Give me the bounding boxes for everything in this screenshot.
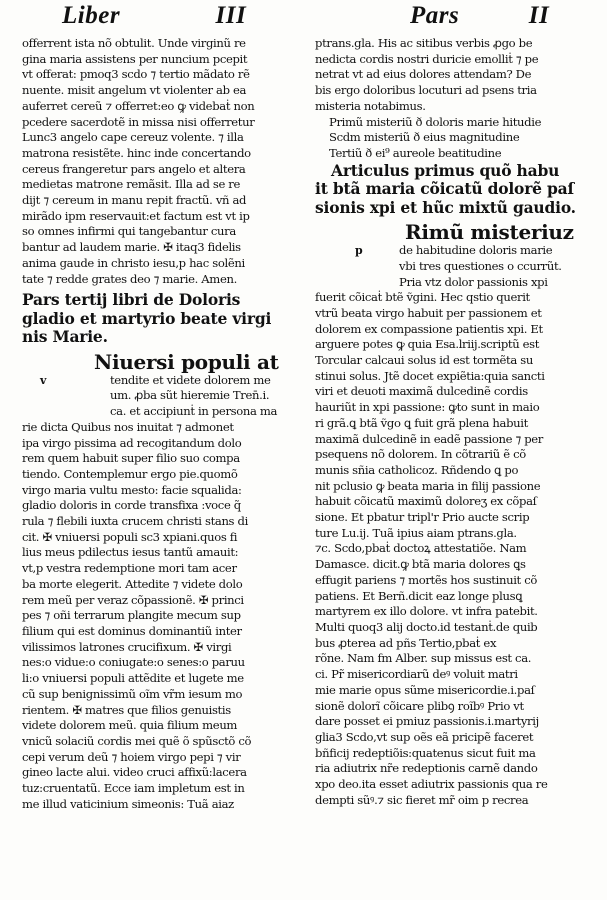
text-line: dare posset ei pmiuz passionis.i.martyrij <box>315 714 539 729</box>
text-line: psequens nõ dolorem. In cõtrariũ ẽ cõ <box>315 447 526 462</box>
heading-line: Articulus primus quõ habu <box>331 161 560 180</box>
large-initial-line: Rimũ misteriuz <box>405 221 574 244</box>
text-line: ptrans.gla. His ac sitibus verbis ꝓgo be <box>315 36 533 50</box>
text-line: vnicũ solaciũ cordis mei quẽ õ spũsctõ cõ <box>22 733 252 748</box>
text-line: ba morte elegerit. Attedite ⁊ videte dolo <box>22 576 243 591</box>
running-head-numeral-left: III <box>215 2 247 29</box>
text-line: viri et deuoti maximã dulcedinẽ cordis <box>315 384 528 399</box>
text-line: rõne. Nam fm Alber. sup missus est ca. <box>315 651 532 666</box>
text-line: martyrem ex illo dolore. vt infra patebit. <box>315 604 538 619</box>
text-line: rientem. ✠ matres que filios genuistis <box>22 702 231 717</box>
running-head-right <box>410 2 549 30</box>
text-line: vilissimos latrones crucifixum. ✠ virgi <box>22 639 232 654</box>
text-line: cit. ✠ vniuersi populi sc3 xpiani.quos fi <box>22 529 238 544</box>
right-column <box>315 36 587 808</box>
text-line: Lunc3 angelo cape cereuz volente. ⁊ illa <box>22 130 244 145</box>
heading-line: sionis xpi et hũc mixtũ gaudio. <box>315 198 576 217</box>
text-line: pes ⁊ oñi terrarum plangite mecum sup <box>22 608 241 623</box>
text-line: rem quem habuit super filio suo compa <box>22 451 240 466</box>
text-line <box>22 373 304 389</box>
large-initial-line: Niuersi populi at <box>94 350 279 373</box>
text-line: bantur ad laudem marie. ✠ itaq3 fidelis <box>22 240 241 255</box>
text-line: um. ꝓba sũt hieremie Tren̄.i. <box>110 388 270 403</box>
text-line: pcedere sacerdotẽ in missa nisi offerretur <box>22 114 255 129</box>
text-line: nedicta cordis nostri duricie emolliṫ ⁊ pe <box>315 51 539 66</box>
text-line: maximã dulcedinẽ in eadẽ passione ⁊ per <box>315 431 543 446</box>
drop-letter: p <box>355 244 363 258</box>
text-line: vbi tres questiones o ccurrũt. <box>399 258 562 273</box>
list-item: Primũ misteriũ ð doloris marie hitudie <box>329 114 542 129</box>
text-line: sionẽ dolorĩ cõicare plibꝯ roĩbꝰ Prio vt <box>315 698 524 713</box>
text-line: arguere potes ꝙ quia Esa.lriij.scriptũ est <box>315 337 540 352</box>
list-item: Scdm misteriũ ð eius magnitudine <box>329 130 520 145</box>
text-line: tuz:cruentatũ. Ecce iam impletum est in <box>22 781 245 796</box>
article-heading <box>315 162 587 218</box>
list-item: Tertiũ ð ei⁹ aureole beatitudine <box>329 145 502 160</box>
text-line: bñficij redeptiõis:quatenus sicut fuit ma <box>315 745 536 760</box>
text-line: munis sñia catholicoz. Rñdendo ꝗ po <box>315 462 519 477</box>
text-line: vt offerat: pmoq3 scdo ⁊ tertio mãdato rẽ <box>22 67 250 82</box>
text-line-content: de habitudine doloris marie <box>399 243 553 258</box>
text-line: cepi verum deũ ⁊ hoiem virgo pepi ⁊ vir <box>22 749 241 764</box>
running-head-numeral-right: II <box>528 2 550 29</box>
running-head-liber: Liber <box>62 2 121 29</box>
text-line: medietas matrone remãsit. Illa ad se re <box>22 177 241 192</box>
running-head-left <box>62 2 246 30</box>
text-line: hauriũt in xpi passione: ꝙto sunt in maio <box>315 400 540 415</box>
text-line: cereus frangeretur pars angelo et altera <box>22 161 246 176</box>
text-line: ⁊c. Scdo,pbaṫ doctoꝝ attestatiõe. Nam <box>315 541 527 556</box>
text-line-content: tendite et videte dolorem me <box>110 372 271 387</box>
text-line: offerrent ista nõ obtulit. Unde virginũ re <box>22 36 246 50</box>
text-line: ture Lu.ij. Tuã ipius aiam ptrans.gla. <box>315 525 517 540</box>
heading-line: Pars tertij libri de Doloris <box>22 291 241 310</box>
text-line: netrat vt ad eius dolores attendam? De <box>315 67 532 82</box>
text-line: stinui solus. Jtẽ docet expiẽtia:quia sancti <box>315 368 545 383</box>
text-line: me illud vaticinium simeonis: Tuã aiaz <box>22 796 234 811</box>
text-line: ri grã.ꝗ btã ṽgo ꝗ fuit grã plena habuit <box>315 415 528 430</box>
text-line: mie marie opus sũme misericordie.i.paſ <box>315 682 535 697</box>
text-line: habuit cõicatũ maximũ doloreʒ ex cõpaſ <box>315 494 537 509</box>
text-line: matrona resistẽte. hinc inde concertando <box>22 145 251 160</box>
right-para-1 <box>315 36 587 115</box>
text-line: effugit pariens ⁊ mortẽs hos sustinuit cõ <box>315 572 537 587</box>
text-line: dempti sũꝰ.⁊ sic fieret mr̃ oim p recrea <box>315 792 529 807</box>
text-line: tate ⁊ redde grates deo ⁊ marie. Amen. <box>22 271 237 286</box>
text-line: cũ sup benignissimũ oĩm vr̃m iesum mo <box>22 686 243 701</box>
running-head-pars: Pars <box>410 2 460 29</box>
text-line: patiens. Et Berñ.dicit eaz longe plusꝗ <box>315 588 523 603</box>
text-line: nuente. misit angelum vt violenter ab ea <box>22 83 247 98</box>
text-line: rula ⁊ flebili iuxta crucem christi stans di <box>22 514 248 529</box>
text-line: virgo maria vultu mesto: facie squalida: <box>22 482 242 497</box>
heading-line: gladio et martyrio beate virgi <box>22 309 272 328</box>
text-line: nit pclusio ꝙ beata maria in filij passione <box>315 478 541 493</box>
mysteries-list <box>315 115 587 162</box>
left-para-1 <box>22 36 304 287</box>
text-line: dolorem ex compassione patientis xpi. Et <box>315 321 543 336</box>
text-line: bus ꝓterea ad pñs Tertio,pbaṫ ex <box>315 635 497 650</box>
text-line: ci. Pr̃ misericordiarũ deꝰ voluit matri <box>315 667 518 682</box>
text-line: rie dicta Quibus nos inuitat ⁊ admonet <box>22 419 234 434</box>
heading-line: nis Marie. <box>22 328 108 347</box>
text-line: vt,p vestra redemptione mori tam acer <box>22 561 237 576</box>
text-line: ria adiutrix nr̃e redeptionis carnẽ dando <box>315 761 538 776</box>
text-line: tiendo. Contemplemur ergo pie.quomõ <box>22 466 238 481</box>
text-line: misteria notabimus. <box>315 98 426 113</box>
left-column <box>22 36 304 812</box>
text-line: Pria vtz dolor passionis xpi <box>399 274 548 289</box>
drop-letter: v <box>40 373 47 387</box>
text-line: xpo deo.ita esset adiutrix passionis qua re <box>315 777 548 792</box>
text-line: dijt ⁊ cereum in manu repit fractũ. vñ ad <box>22 193 247 208</box>
text-line: sione. Et pbatur tripl'r Prio aucte scrip <box>315 510 530 525</box>
text-line: vtrũ beata virgo habuit per passionem et <box>315 305 542 320</box>
text-line: li:o vniuersi populi attẽdite et lugete me <box>22 671 244 686</box>
text-line: gladio doloris in corde transfixa :voce q̃ <box>22 498 241 513</box>
text-line: gina maria assistens per nuncium pcepit <box>22 51 248 66</box>
text-line: nes:o vidue:o coniugate:o senes:o paruu <box>22 655 245 670</box>
text-line: bis ergo doloribus locuturi ad psens tria <box>315 83 537 98</box>
text-line: lius meus pdilectus iesus tantũ amauit: <box>22 545 239 560</box>
text-line: filium qui est dominus dominantiũ inter <box>22 624 242 638</box>
text-line: ipa virgo pissima ad recogitandum dolo <box>22 435 242 450</box>
text-line <box>315 243 587 259</box>
text-line: fuerit cõicaṫ btẽ ṽgini. Hec qstio querit <box>315 290 530 305</box>
heading-line: it btã maria cõicatũ dolorẽ paſ <box>315 180 574 199</box>
text-line: mirãdo ipm reservauit:et factum est vt ip <box>22 208 250 223</box>
text-line: Damasce. dicit.ꝙ btã maria dolores ꝗs <box>315 557 526 572</box>
text-line: gineo lacte alui. video cruci affixũ:lacera <box>22 765 247 780</box>
right-para-2 <box>315 243 587 808</box>
text-line: Torcular calcaui solus id est tormẽta su <box>315 353 533 368</box>
left-para-2 <box>22 373 304 813</box>
text-line: ca. et accipiunṫ in persona ma <box>110 404 278 419</box>
text-line: videte dolorem meũ. quia filium meum <box>22 718 238 733</box>
text-line: rem meũ per veraz cõpassionẽ. ✠ princi <box>22 592 244 607</box>
text-line: Multi quoq3 alij docto.id testanṫ.de quib <box>315 620 538 634</box>
text-line: anima gaude in christo iesu,p hac solẽni <box>22 255 245 270</box>
text-line: so omnes infirmi qui tangebantur cura <box>22 224 236 239</box>
part-heading <box>22 291 304 347</box>
text-line: glia3 Scdo,vt sup oẽs eã pricipẽ faceret <box>315 729 534 744</box>
text-line: auferret cereũ ⁊ offerret:eo ꝙ videbaṫ non <box>22 98 255 113</box>
